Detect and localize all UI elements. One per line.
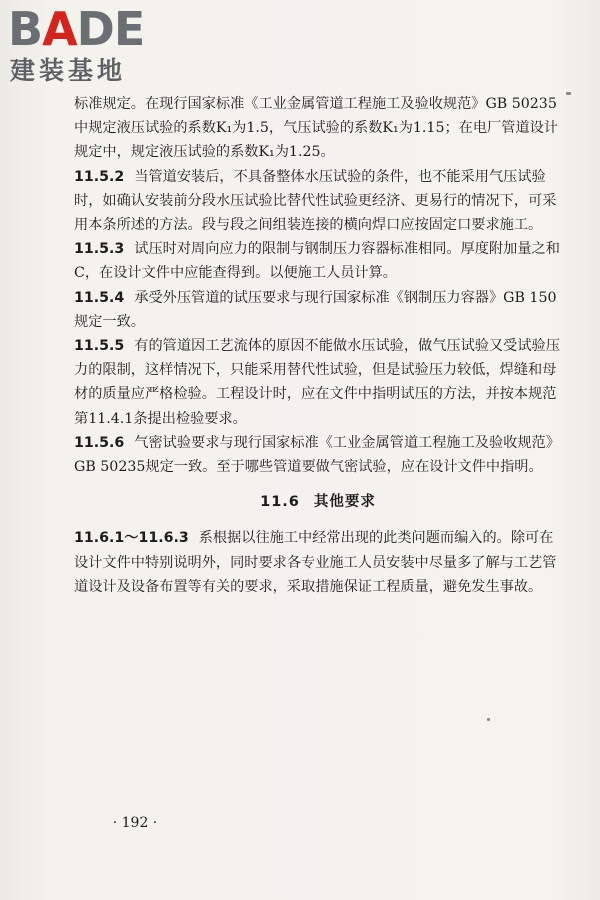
- paragraph-text: 有的管道因工艺流体的原因不能做水压试验，做气压试验又受试验压力的限制，这样情况下，只能采用替代性试验，但是试验压力较低，焊缝和母材的质量应严格检验。工程设计时，应在文件中指明试压的方法，并按本规范第11.4.1条提出检验要求。: [74, 338, 560, 427]
- scan-speck: [566, 92, 571, 95]
- section-title-text: 其他要求: [313, 494, 376, 511]
- clause-number: 11.5.6: [74, 434, 125, 451]
- watermark-logo: [8, 4, 178, 88]
- paragraph: [74, 334, 562, 431]
- page-number: · 192 ·: [112, 815, 158, 831]
- paragraph: [74, 165, 562, 238]
- logo-subtitle: 建装基地: [10, 56, 127, 85]
- paragraph-group-top: [74, 92, 562, 479]
- body-text: [74, 92, 562, 599]
- logo-wordmark: BADE: [8, 2, 145, 56]
- paragraph-text: 承受外压管道的试压要求与现行国家标准《钢制压力容器》GB 150规定一致。: [74, 289, 557, 330]
- section-number: 11.6: [260, 494, 300, 511]
- clause-number: 11.5.4: [74, 289, 125, 306]
- section-heading: [74, 490, 562, 514]
- paragraph: [74, 431, 562, 479]
- paragraph-text: 试压时对周向应力的限制与钢制压力容器标准相同。厚度附加量之和C，在设计文件中应能查得到。以便施工人员计算。: [74, 241, 560, 282]
- paragraph-text: 当管道安装后，不具备整体水压试验的条件，也不能采用气压试验时，如确认安装前分段水压试验比替代性试验更经济、更易行的情况下，可采用本条所述的方法。段与段之间组装连接的横向焊口应按固定口要求施工。: [74, 168, 557, 234]
- clause-number: 11.5.2: [74, 168, 125, 185]
- paragraph-text: 系根据以往施工中经常出现的此类问题而编入的。除可在设计文件中特别说明外，同时要求各专业施工人员安装中尽量多了解与工艺管道设计及设备布置等有关的要求，采取措施保证工程质量，避免发生事故。: [74, 530, 557, 595]
- scan-speck: [487, 718, 490, 721]
- paragraph-group-bottom: [74, 526, 562, 599]
- clause-number: 11.5.3: [74, 241, 125, 258]
- clause-number: 11.6.1～11.6.3: [74, 530, 189, 547]
- paragraph-text: 气密试验要求与现行国家标准《工业金属管道工程施工及验收规范》GB 50235规定一致。至于哪些管道要做气密试验，应在设计文件中指明。: [74, 434, 560, 476]
- clause-number: 11.5.5: [74, 338, 125, 355]
- paragraph-text: 标准规定。在现行国家标准《工业金属管道工程施工及验收规范》GB 50235中规定液压试验的系数K₁为1.5，气压试验的系数K₁为1.15；在电厂管道设计规定中，规定液压试验的系数K₁为1.25。: [74, 96, 558, 161]
- paragraph: [74, 237, 562, 285]
- paragraph: [74, 286, 562, 334]
- paragraph: [74, 526, 562, 599]
- paragraph: [74, 92, 562, 165]
